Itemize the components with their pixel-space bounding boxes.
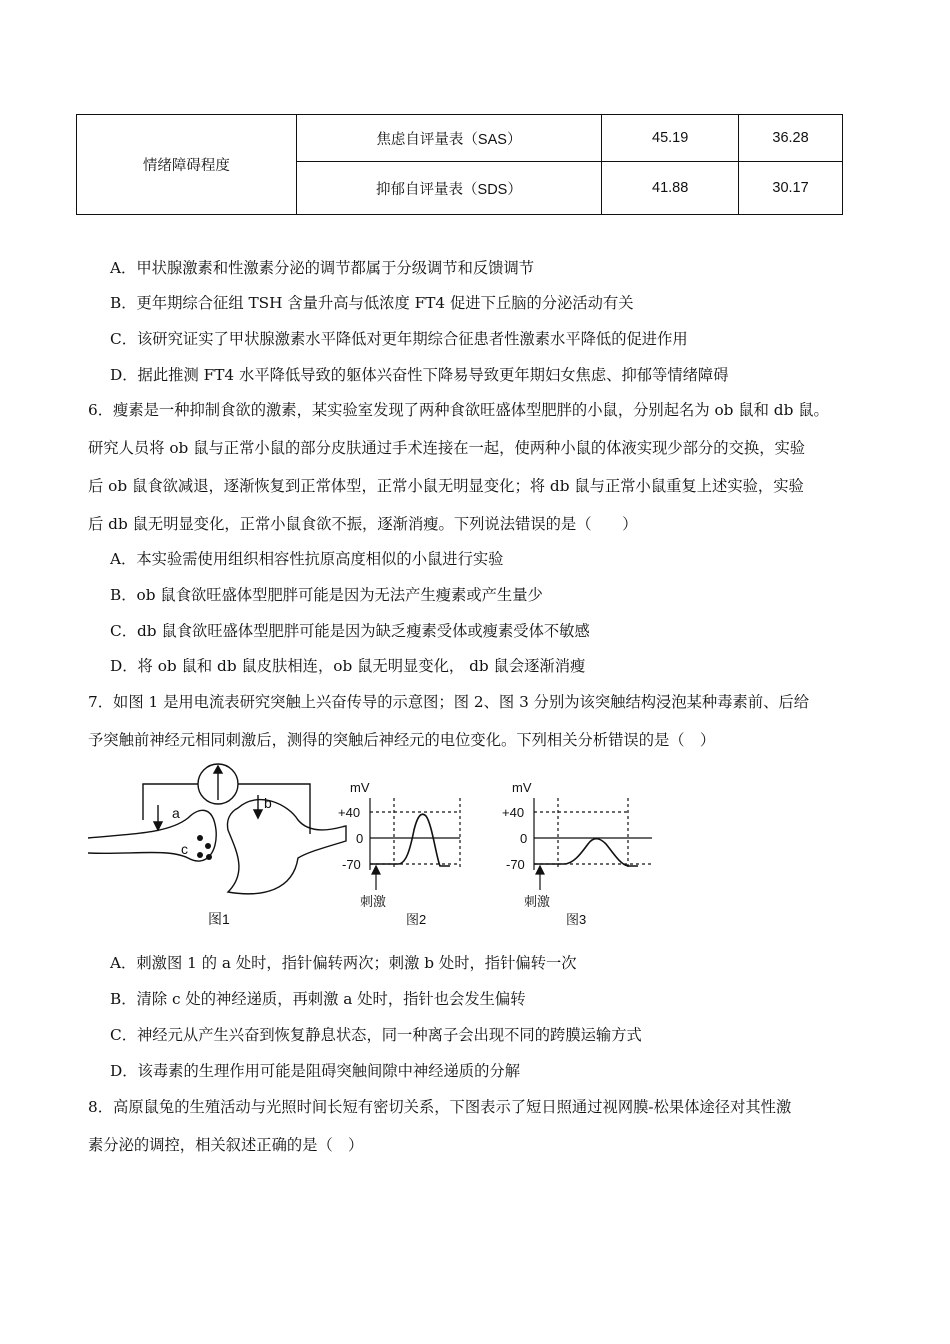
synapse-figure: [88, 760, 688, 932]
postsynaptic-neuron: [227, 800, 346, 894]
q7-stem-line: 7．如图 1 是用电流表研究突触上兴奋传导的示意图；图 2、图 3 分别为该突触结构浸泡某种毒素前、后给: [88, 693, 810, 711]
label-c: c: [181, 841, 188, 857]
q7-option-d: D．该毒素的生理作用可能是阻碍突触间隙中神经递质的分解: [110, 1062, 520, 1080]
emotion-score-table: [76, 114, 843, 215]
tick-label: -70: [506, 857, 525, 872]
caption-fig1: 图1: [208, 911, 230, 927]
scale-cell: 抑郁自评量表（SDS）: [296, 162, 602, 215]
potential-trace: [370, 814, 450, 866]
table-row: [77, 115, 843, 162]
synapse-figure-svg: [88, 760, 688, 932]
vesicles: [197, 835, 212, 860]
arrowhead-a: [154, 822, 162, 830]
q5-option-c: C．该研究证实了甲状腺激素水平降低对更年期综合征患者性激素水平降低的促进作用: [110, 330, 688, 348]
figure-3: [534, 798, 652, 890]
caption-fig2: 图2: [406, 912, 427, 927]
label-b: b: [264, 795, 272, 811]
electrode-right-wire: [238, 784, 310, 834]
q7-option-c: C．神经元从产生兴奋到恢复静息状态，同一种离子会出现不同的跨膜运输方式: [110, 1026, 642, 1044]
tick-label: -70: [342, 857, 361, 872]
stimulus-label: 刺激: [524, 894, 551, 909]
q7-stem-line: 予突触前神经元相同刺激后，测得的突触后神经元的电位变化。下列相关分析错误的是（ ）: [88, 731, 716, 749]
q7-option-b: B．清除 c 处的神经递质，再刺激 a 处时，指针也会发生偏转: [110, 990, 526, 1008]
stimulus-label: 刺激: [360, 894, 387, 909]
label-a: a: [172, 805, 180, 821]
q5-option-b: B．更年期综合征组 TSH 含量升高与低浓度 FT4 促进下丘脑的分泌活动有关: [110, 294, 634, 312]
value-cell: 45.19: [602, 115, 739, 162]
q6-option-b: B．ob 鼠食欲旺盛体型肥胖可能是因为无法产生瘦素或产生量少: [110, 586, 543, 604]
potential-trace: [534, 839, 638, 866]
q6-option-d: D．将 ob 鼠和 db 鼠皮肤相连，ob 鼠无明显变化， db 鼠会逐渐消瘦: [110, 657, 586, 675]
q8-stem-line: 素分泌的调控，相关叙述正确的是（ ）: [88, 1136, 364, 1154]
q6-stem-line: 后 db 鼠无明显变化，正常小鼠食欲不振，逐渐消瘦。下列说法错误的是（ ）: [88, 515, 638, 533]
q7-option-a: A．刺激图 1 的 a 处时，指针偏转两次；刺激 b 处时，指针偏转一次: [110, 954, 577, 972]
tick-label: 0: [356, 831, 364, 846]
q8-stem-line: 8．高原鼠兔的生殖活动与光照时间长短有密切关系，下图表示了短日照通过视网膜-松果体途径对其性激: [88, 1098, 792, 1116]
figure-1: [88, 764, 346, 894]
unit-label: mV: [350, 780, 370, 795]
q6-stem-line: 后 ob 鼠食欲减退，逐渐恢复到正常体型，正常小鼠无明显变化；将 db 鼠与正常小鼠重复上述实验，实验: [88, 477, 804, 495]
tick-label: 0: [520, 831, 528, 846]
q6-stem-line: 研究人员将 ob 鼠与正常小鼠的部分皮肤通过手术连接在一起，使两种小鼠的体液实现少部分的交换，实验: [88, 439, 806, 457]
stimulus-arrowhead: [536, 866, 544, 874]
stimulus-arrowhead: [372, 866, 380, 874]
q5-option-d: D．据此推测 FT4 水平降低导致的躯体兴奋性下降易导致更年期妇女焦虑、抑郁等情绪障碍: [110, 366, 729, 384]
unit-label: mV: [512, 780, 532, 795]
tick-label: +40: [502, 805, 525, 820]
value-cell: 30.17: [739, 162, 843, 215]
value-cell: 41.88: [602, 162, 739, 215]
q6-stem-line: 6．瘦素是一种抑制食欲的激素，某实验室发现了两种食欲旺盛体型肥胖的小鼠，分别起名为 ob 鼠和 db 鼠。: [88, 401, 829, 419]
figure-2: [370, 798, 460, 890]
value-cell: 36.28: [739, 115, 843, 162]
electrode-left-wire: [143, 784, 198, 820]
q6-option-a: A．本实验需使用组织相容性抗原高度相似的小鼠进行实验: [110, 550, 504, 568]
presynaptic-neuron: [88, 810, 216, 861]
row-header-cell: 情绪障碍程度: [77, 115, 297, 215]
needle-arrowhead: [214, 766, 222, 773]
caption-fig3: 图3: [566, 912, 587, 927]
tick-label: +40: [338, 805, 361, 820]
q6-option-c: C．db 鼠食欲旺盛体型肥胖可能是因为缺乏瘦素受体或瘦素受体不敏感: [110, 622, 590, 640]
scale-cell: 焦虑自评量表（SAS）: [296, 115, 602, 162]
q5-option-a: A．甲状腺激素和性激素分泌的调节都属于分级调节和反馈调节: [110, 259, 535, 277]
arrowhead-b: [254, 810, 262, 818]
